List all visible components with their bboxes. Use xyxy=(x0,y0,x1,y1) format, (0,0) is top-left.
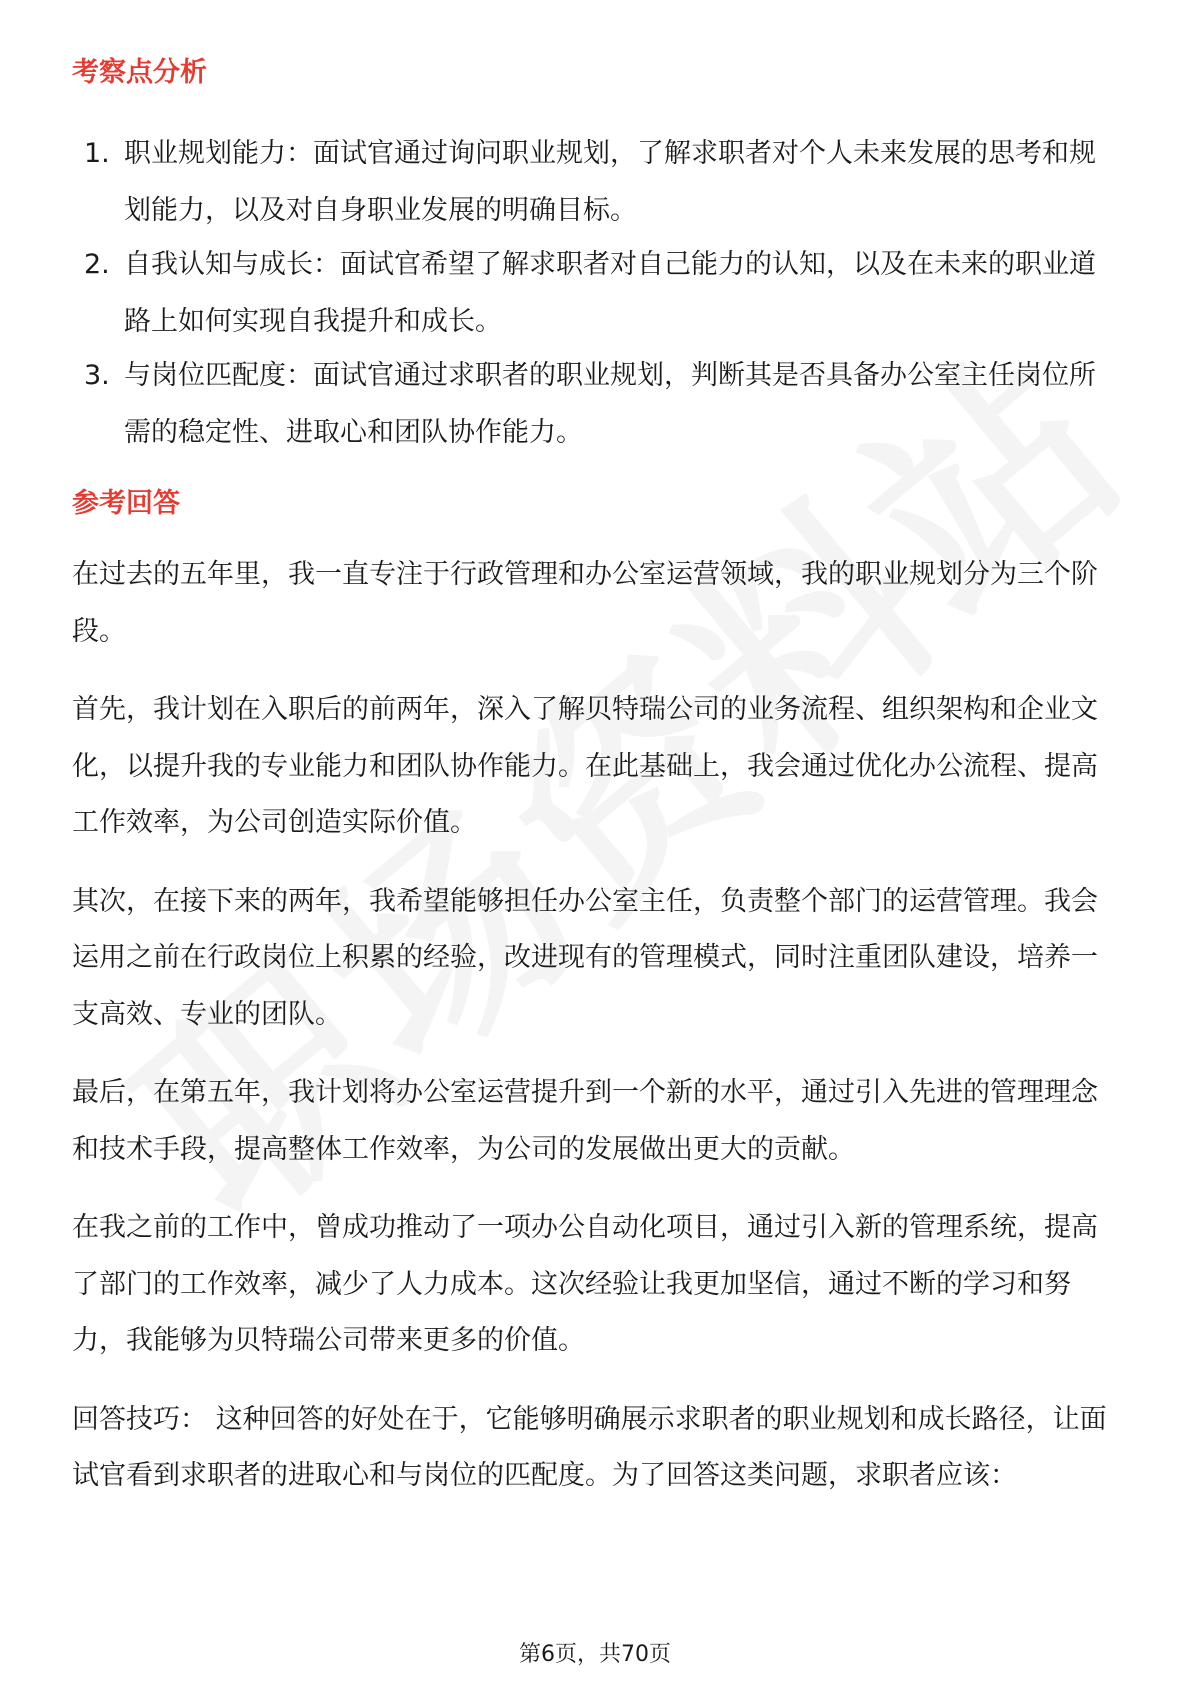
list-item-text: 与岗位匹配度：面试官通过求职者的职业规划，判断其是否具备办公室主任岗位所需的稳定性、进取心和团队协作能力。 xyxy=(124,360,1096,448)
list-item-number: 3. xyxy=(84,360,110,391)
answer-paragraph: 在我之前的工作中，曾成功推动了一项办公自动化项目，通过引入新的管理系统，提高了部门的工作效率，减少了人力成本。这次经验让我更加坚信，通过不断的学习和努力，我能够为贝特瑞公司带来更多的价值。 xyxy=(72,1212,1098,1356)
answer-paragraph: 首先，我计划在入职后的前两年，深入了解贝特瑞公司的业务流程、组织架构和企业文化，以提升我的专业能力和团队协作能力。在此基础上，我会通过优化办公流程、提高工作效率，为公司创造实际价值。 xyxy=(72,694,1098,838)
list-item xyxy=(72,126,1122,239)
answer-tips-paragraph: 回答技巧： 这种回答的好处在于，它能够明确展示求职者的职业规划和成长路径，让面试官看到求职者的进取心和与岗位的匹配度。为了回答这类问题，求职者应该： xyxy=(72,1403,1107,1491)
answer-paragraph: 最后，在第五年，我计划将办公室运营提升到一个新的水平，通过引入先进的管理理念和技术手段，提高整体工作效率，为公司的发展做出更大的贡献。 xyxy=(72,1077,1098,1165)
list-item-text: 职业规划能力：面试官通过询问职业规划，了解求职者对个人未来发展的思考和规划能力，以及对自身职业发展的明确目标。 xyxy=(124,138,1096,226)
list-item xyxy=(72,348,1122,461)
page-number: 第6页，共70页 xyxy=(519,1642,671,1667)
answer-paragraph: 在过去的五年里，我一直专注于行政管理和办公室运营领域，我的职业规划分为三个阶段。 xyxy=(72,559,1098,647)
list-item xyxy=(72,237,1122,350)
list-item-text: 自我认知与成长：面试官希望了解求职者对自己能力的认知，以及在未来的职业道路上如何实现自我提升和成长。 xyxy=(124,249,1096,337)
section-title-analysis: 考察点分析 xyxy=(72,57,207,88)
list-item-number: 2. xyxy=(84,249,110,280)
page-content xyxy=(72,44,1122,1505)
list-item-number: 1. xyxy=(84,138,110,169)
answer-paragraph: 其次，在接下来的两年，我希望能够担任办公室主任，负责整个部门的运营管理。我会运用之前在行政岗位上积累的经验，改进现有的管理模式，同时注重团队建设，培养一支高效、专业的团队。 xyxy=(72,885,1098,1030)
section-title-reference: 参考回答 xyxy=(72,488,180,519)
analysis-list xyxy=(72,126,1122,461)
